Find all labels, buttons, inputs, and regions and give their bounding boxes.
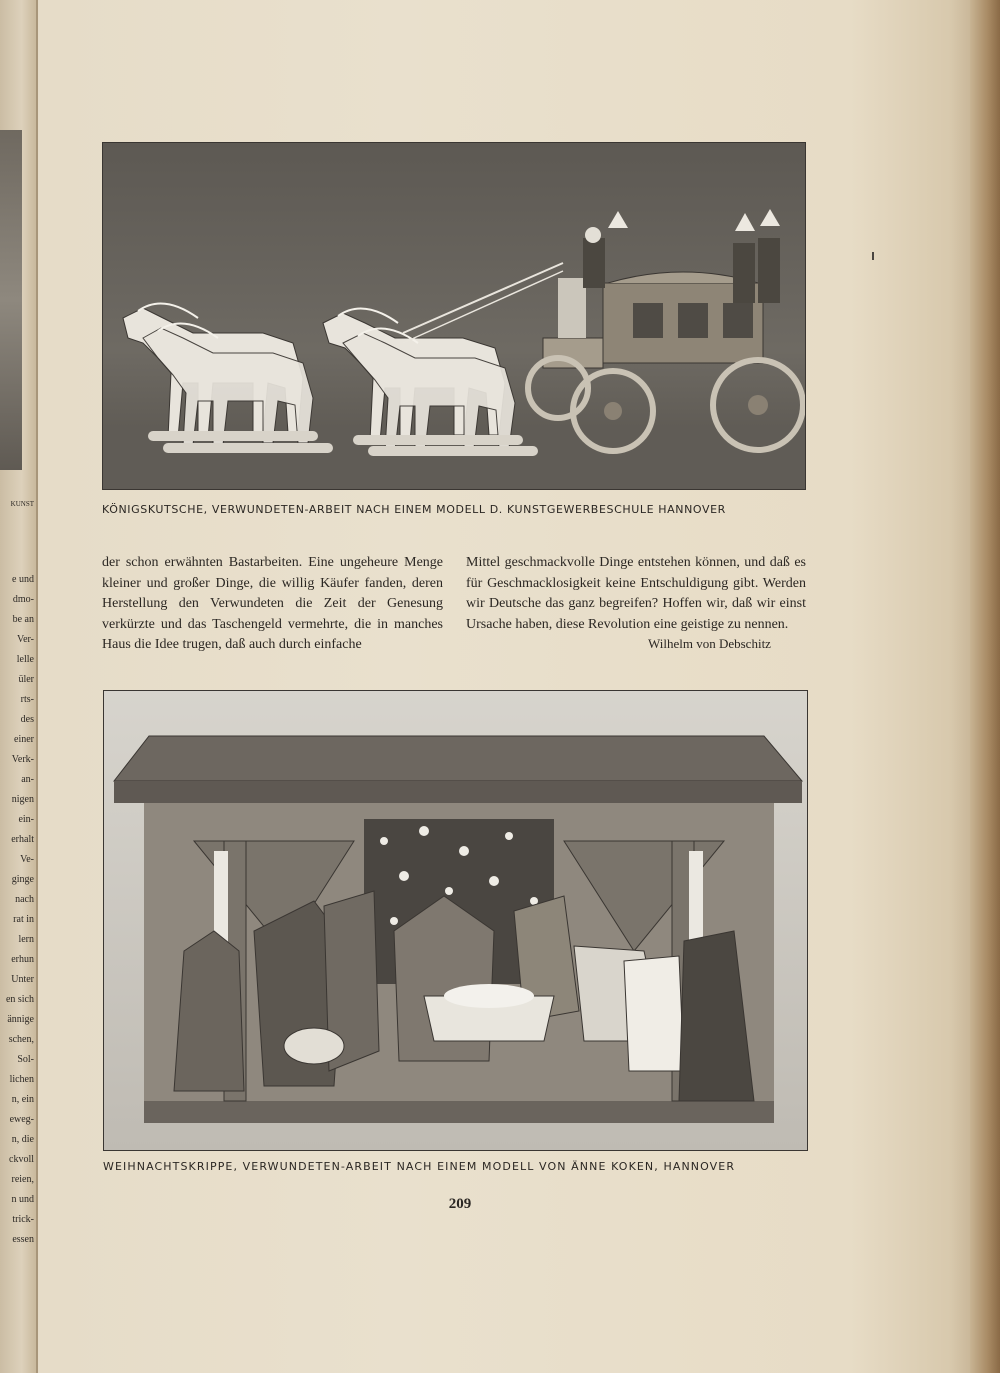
left-page-line: rat in [13, 914, 34, 925]
left-page-line: n, ein [11, 1094, 34, 1105]
page-edge-shadow [970, 0, 1000, 1373]
article-column-right [466, 553, 806, 635]
nativity-photograph [103, 690, 808, 1151]
left-page-edge [0, 0, 38, 1373]
left-page-line: dmo- [12, 594, 34, 605]
left-page-caption-fragment: KUNST [10, 500, 34, 508]
left-page-line: essen [12, 1234, 34, 1245]
left-page-line: ckvoll [9, 1154, 34, 1165]
left-page-line: schen, [8, 1034, 34, 1045]
left-page-line: an- [21, 774, 34, 785]
left-page-line: lern [18, 934, 34, 945]
left-page-line: be an [12, 614, 34, 625]
carriage-illustration [103, 143, 805, 489]
left-page-line: üler [18, 674, 34, 685]
left-page-line: Ver- [16, 634, 34, 645]
stray-mark [872, 252, 874, 260]
top-photo-caption: KÖNIGSKUTSCHE, VERWUNDETEN-ARBEIT NACH EINEM MODELL D. KUNSTGEWERBESCHULE HANNOVER [102, 503, 726, 516]
left-page-line: des [20, 714, 34, 725]
article-author: Wilhelm von Debschitz [648, 636, 771, 651]
left-page-line: eweg- [9, 1114, 34, 1125]
left-page-line: n und [11, 1194, 34, 1205]
left-page-line: reien, [11, 1174, 34, 1185]
left-page-line: Verk- [11, 754, 34, 765]
left-page-line: Sol- [17, 1054, 34, 1065]
left-page-line: lichen [9, 1074, 34, 1085]
left-page-line: Unter [11, 974, 34, 985]
left-page-line: nigen [11, 794, 34, 805]
left-page-line: ännige [7, 1014, 34, 1025]
left-page-line: ginge [11, 874, 34, 885]
left-page-line: ein- [18, 814, 34, 825]
left-page-line: einer [14, 734, 34, 745]
bottom-photo-caption: WEIHNACHTSKRIPPE, VERWUNDETEN-ARBEIT NACH EINEM MODELL VON ÄNNE KOKEN, HANNOVER [103, 1160, 736, 1173]
left-page-photo-fragment [0, 130, 22, 470]
left-page-line: Ve- [20, 854, 34, 865]
article-text-right: Mittel geschmackvolle Dinge entstehen können, und daß es für Geschmacklosigkeit keine Entschuldigung gibt. Werden wir Deutsche das ganz begreifen? Hoffen wir, daß wir einst Ursache haben, diese Revolution eine geistige zu nennen. [466, 555, 806, 632]
left-page-line: trick- [12, 1214, 34, 1225]
left-page-line: e und [12, 574, 34, 585]
left-page-line: lelle [16, 654, 34, 665]
left-page-line: en sich [5, 994, 34, 1005]
left-page-line: erhun [11, 954, 34, 965]
page-number: 209 [448, 1196, 472, 1212]
left-page-line: n, die [11, 1134, 34, 1145]
article-text-left: der schon erwähnten Bastarbeiten. Eine ungeheure Menge kleiner und großer Dinge, die willig Käufer fanden, deren Herstellung den Verwundeten die Zeit der Genesung verkürzte und das Taschengeld vermehrte, die in manches Haus die Idee trugen, daß auch durch einfache [102, 555, 443, 652]
article-column-left [102, 553, 443, 656]
left-page-line: nach [15, 894, 34, 905]
carriage-photograph [102, 142, 806, 490]
nativity-illustration [104, 691, 807, 1150]
left-page-line: rts- [20, 694, 34, 705]
left-page-line: erhalt [11, 834, 34, 845]
